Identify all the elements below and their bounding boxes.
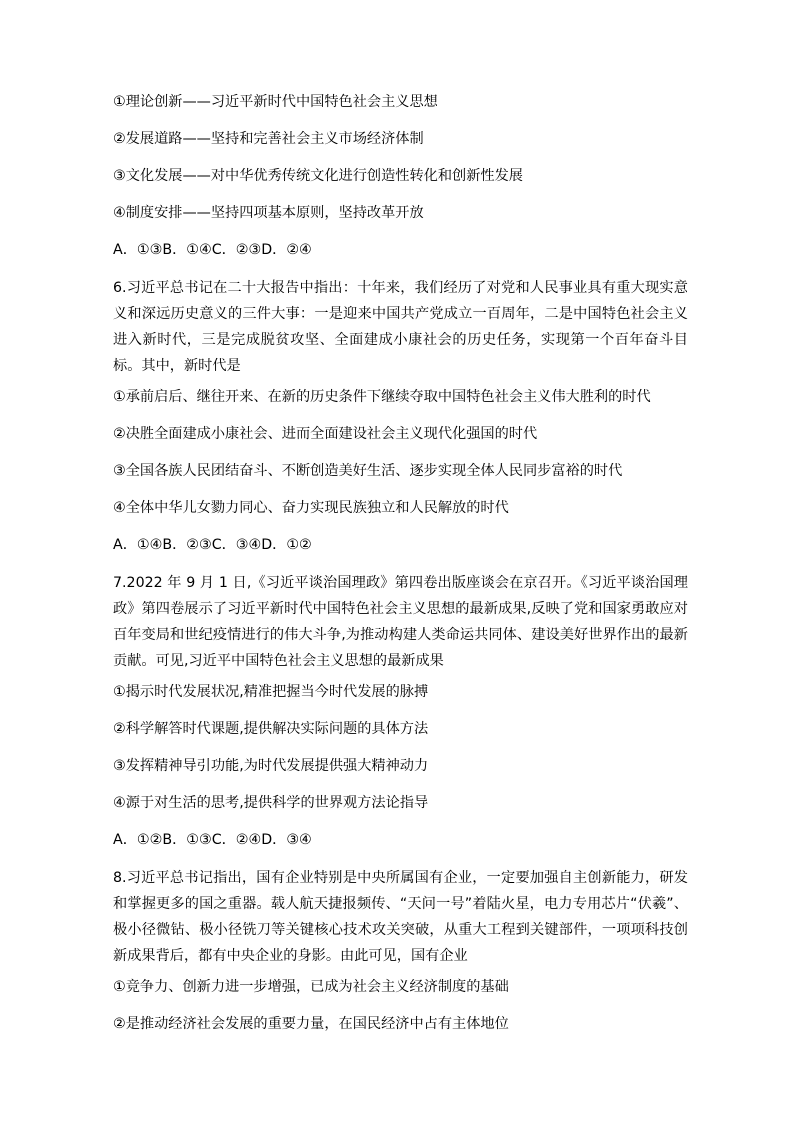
q6-option-3: ③全国各族人民团结奋斗、不断创造美好生活、逐步实现全体人民同步富裕的时代	[113, 463, 623, 479]
q8-option-1: ①竞争力、创新力进一步增强，已成为社会主义经济制度的基础	[113, 979, 509, 995]
q7-option-3: ③发挥精神导引功能,为时代发展提供强大精神动力	[113, 758, 429, 774]
q7-stem: 7.2022 年 9 月 1 日,《习近平谈治国理政》第四卷出版座谈会在京召开。《习近平谈治国理政》第四卷展示了习近平新时代中国特色社会主义思想的最新成果,反映了党和国家勇敢应对百年变局和世纪疫情进行的伟大斗争,为推动构建人类命运共同体、建设美好世界作出的最新贡献。可见,习近平中国特色社会主义思想的最新成果	[113, 575, 688, 669]
q5-option-4: ④制度安排——坚持四项基本原则，坚持改革开放	[113, 205, 424, 221]
q6-answer-choices: A．①④B．②③C．③④D．①②	[113, 537, 312, 553]
q5-option-2: ②发展道路——坚持和完善社会主义市场经济体制	[113, 131, 424, 147]
q8-stem: 8.习近平总书记指出，国有企业特别是中央所属国有企业，一定要加强自主创新能力，研发和掌握更多的国之重器。载人航天捷报频传、“天问一号”着陆火星，电力专用芯片“伏羲”、极小径微钻、极小径铣刀等关键核心技术攻关突破，从重大工程到关键部件，一项项科技创新成果背后，都有中央企业的身影。由此可见，国有企业	[113, 870, 688, 964]
q7-option-1: ①揭示时代发展状况,精准把握当今时代发展的脉搏	[113, 684, 429, 700]
q6-option-4: ④全体中华儿女勠力同心、奋力实现民族独立和人民解放的时代	[113, 500, 509, 516]
q5-option-1: ①理论创新——习近平新时代中国特色社会主义思想	[113, 94, 438, 110]
q5-answer-choices: A．①③B．①④C．②③D．②④	[113, 242, 312, 258]
q7-option-4: ④源于对生活的思考,提供科学的世界观方法论指导	[113, 795, 429, 811]
q5-option-3: ③文化发展——对中华优秀传统文化进行创造性转化和创新性发展	[113, 168, 523, 184]
q6-stem: 6.习近平总书记在二十大报告中指出：十年来，我们经历了对党和人民事业具有重大现实意义和深远历史意义的三件大事：一是迎来中国共产党成立一百周年，二是中国特色社会主义进入新时代，三是完成脱贫攻坚、全面建成小康社会的历史任务，实现第一个百年奋斗目标。其中，新时代是	[113, 280, 688, 374]
q6-option-1: ①承前启后、继往开来、在新的历史条件下继续夺取中国特色社会主义伟大胜利的时代	[113, 389, 651, 405]
q8-option-2: ②是推动经济社会发展的重要力量，在国民经济中占有主体地位	[113, 1016, 509, 1032]
q6-option-2: ②决胜全面建成小康社会、进而全面建设社会主义现代化强国的时代	[113, 426, 538, 442]
q7-answer-choices: A．①②B．①③C．②④D．③④	[113, 832, 312, 848]
q7-option-2: ②科学解答时代课题,提供解决实际问题的具体方法	[113, 721, 429, 737]
